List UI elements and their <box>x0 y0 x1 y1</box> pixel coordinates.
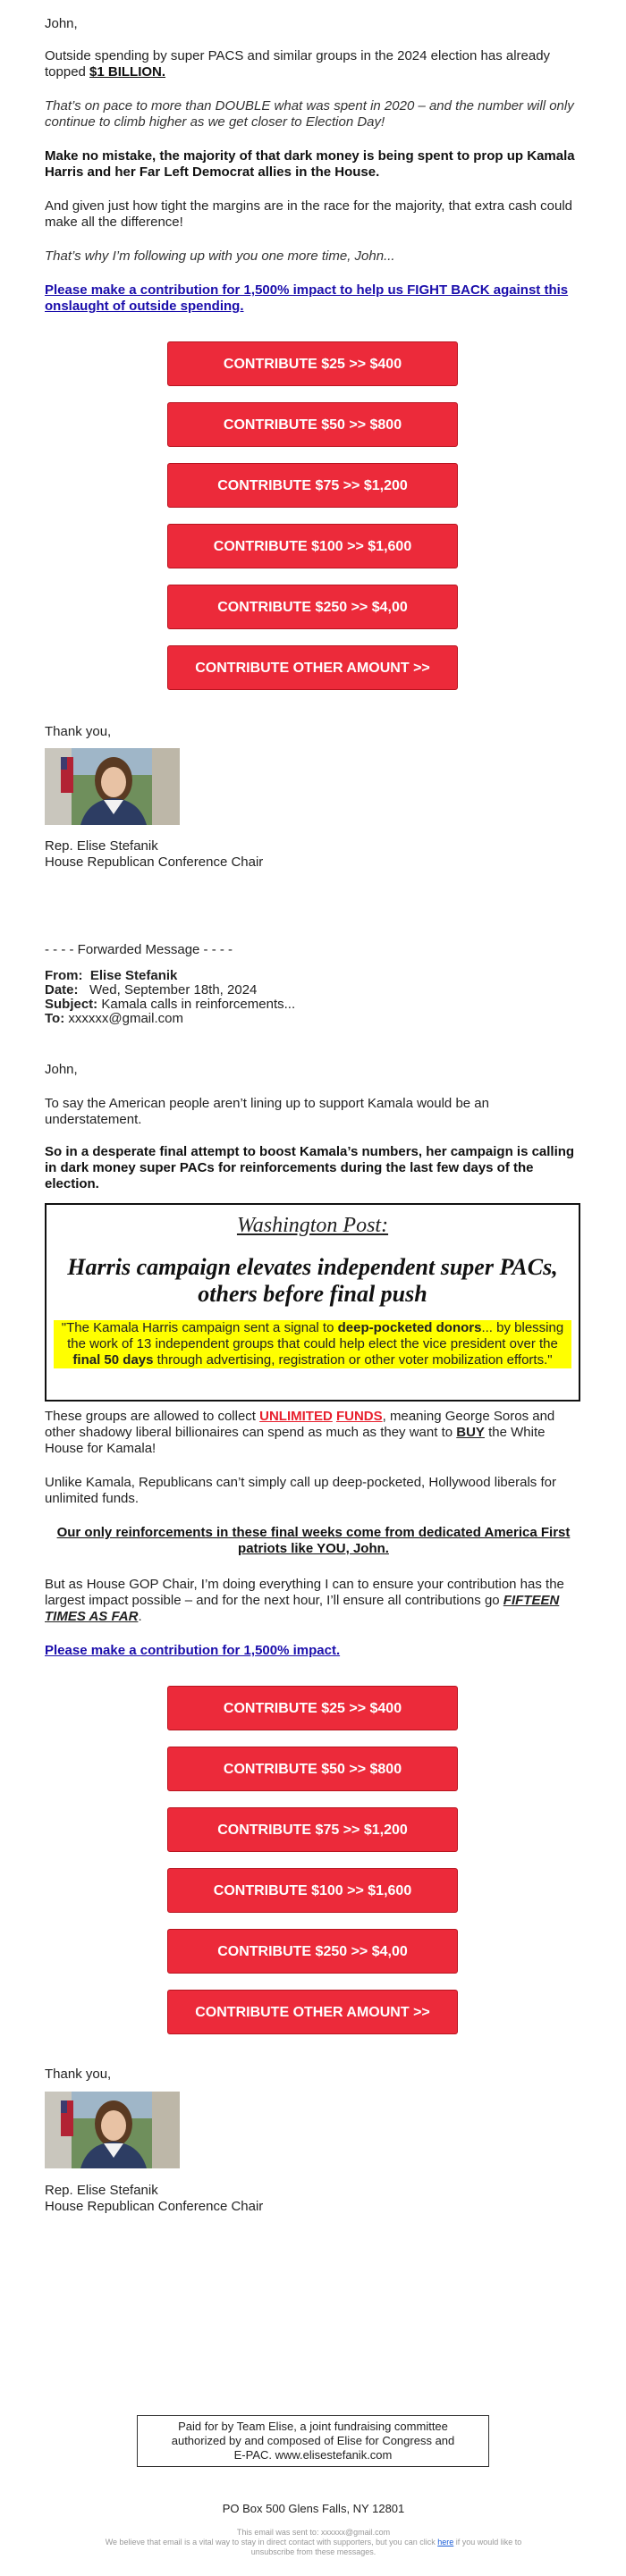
paragraph-understatement: To say the American people aren’t lining up to support Kamala would be an understatement. <box>45 1096 489 1127</box>
contribute-25-button-2[interactable]: CONTRIBUTE $25 >> $400 <box>167 1686 458 1730</box>
contribute-100-button-2[interactable]: CONTRIBUTE $100 >> $1,600 <box>167 1868 458 1913</box>
greeting-2: John, <box>45 1062 78 1077</box>
q3-part-a: These groups are allowed to collect <box>45 1409 260 1424</box>
buy-word: BUY <box>456 1425 485 1440</box>
quote-part-e: through advertising, registration or other voter mobilization efforts." <box>153 1352 553 1368</box>
contribute-other-button-2[interactable]: CONTRIBUTE OTHER AMOUNT >> <box>167 1990 458 2034</box>
footer-sent-to: This email was sent to: xxxxxx@gmail.com <box>236 2528 391 2537</box>
subject-label: Subject: <box>45 997 98 1012</box>
contribute-250-button-2[interactable]: CONTRIBUTE $250 >> $4,00 <box>167 1929 458 1974</box>
from-value: Elise Stefanik <box>89 968 178 983</box>
thank-you: Thank you, <box>45 724 112 739</box>
unsubscribe-link[interactable]: here <box>437 2538 454 2547</box>
contribute-50-button-2[interactable]: CONTRIBUTE $50 >> $800 <box>167 1747 458 1791</box>
to-label: To: <box>45 1011 65 1026</box>
footer-address: PO Box 500 Glens Falls, NY 12801 <box>222 2502 405 2515</box>
quote-part-b: deep-pocketed donors <box>337 1320 482 1335</box>
article-quote-box <box>45 1203 580 1402</box>
signer-title-2: House Republican Conference Chair <box>45 2199 264 2214</box>
signer-name-2: Rep. Elise Stefanik <box>45 2183 158 2198</box>
unsub-text-a: We believe that email is a vital way to stay in direct contact with supporters, but you can click <box>105 2538 438 2547</box>
paragraph-dark-money: Make no mistake, the majority of that dark money is being spent to prop up Kamala Harris and her Far Left Democrat allies in the House. <box>45 148 575 180</box>
fifteen-times-text: FIFTEEN TIMES AS FAR <box>45 1593 560 1624</box>
date-line <box>45 983 582 998</box>
paragraph-follow-up: That’s why I’m following up with you one more time, John... <box>45 248 395 264</box>
cta-paragraph-1 <box>45 282 582 315</box>
portrait-image <box>45 748 180 825</box>
paragraph-unlimited-funds <box>45 1409 582 1457</box>
to-line <box>45 1012 582 1026</box>
from-line <box>45 969 582 983</box>
thank-you-2: Thank you, <box>45 2067 112 2082</box>
q6-part-a: But as House GOP Chair, I’m doing everything I can to ensure your contribution has the largest impact possible – and for the next hour, I’ll ensure all contributions go <box>45 1577 564 1608</box>
article-quote <box>54 1320 571 1368</box>
article-headline: Harris campaign elevates independent super PACs, others before final push <box>67 1254 558 1307</box>
from-label: From: <box>45 968 83 983</box>
contribute-25-button[interactable]: CONTRIBUTE $25 >> $400 <box>167 341 458 386</box>
cta-paragraph-2 <box>45 1643 582 1659</box>
contribute-75-button-2[interactable]: CONTRIBUTE $75 >> $1,200 <box>167 1807 458 1852</box>
paragraph-unlike-kamala: Unlike Kamala, Republicans can’t simply call up deep-pocketed, Hollywood liberals for unlimited funds. <box>45 1475 556 1506</box>
forwarded-header: - - - - Forwarded Message - - - - <box>45 942 233 957</box>
paragraph-reinforcements-patriots: Our only reinforcements in these final weeks come from dedicated America First patriots like YOU, John. <box>56 1525 571 1556</box>
paid-for-box: Paid for by Team Elise, a joint fundraising committee authorized by and composed of Elise for Congress and E-PAC. www.elisestefanik.com <box>137 2415 489 2467</box>
contribute-other-button[interactable]: CONTRIBUTE OTHER AMOUNT >> <box>167 645 458 690</box>
unlimited-word: UNLIMITED <box>259 1409 333 1424</box>
contribution-link-1[interactable]: Please make a contribution for 1,500% impact to help us FIGHT BACK against this onslaught of outside spending. <box>45 282 569 314</box>
paragraph-fifteen-times <box>45 1577 582 1625</box>
forwarded-meta <box>45 969 582 1026</box>
signer-title: House Republican Conference Chair <box>45 854 264 870</box>
subject-line <box>45 998 582 1012</box>
quote-part-d: final 50 days <box>72 1352 154 1368</box>
signer-name: Rep. Elise Stefanik <box>45 838 158 854</box>
to-value: xxxxxx@gmail.com <box>68 1011 183 1026</box>
quote-part-c: ... by blessing the work of 13 independent groups that could help elect the vice president over the <box>67 1320 564 1351</box>
date-label: Date: <box>45 982 79 998</box>
contribution-link-2[interactable]: Please make a contribution for 1,500% impact. <box>45 1643 341 1658</box>
p1-bold: $1 BILLION. <box>89 64 166 80</box>
paragraph-margins: And given just how tight the margins are in the race for the majority, that extra cash could make all the difference! <box>45 198 573 230</box>
unsub-text-b: if you would like to unsubscribe from these messages. <box>250 2538 522 2556</box>
contribute-50-button[interactable]: CONTRIBUTE $50 >> $800 <box>167 402 458 447</box>
funds-word: FUNDS <box>335 1409 383 1424</box>
q6-part-c: . <box>138 1609 142 1624</box>
contribute-250-button[interactable]: CONTRIBUTE $250 >> $4,00 <box>167 585 458 629</box>
greeting: John, <box>45 16 78 31</box>
article-source: Washington Post: <box>236 1214 389 1237</box>
signer-photo-2 <box>45 2092 180 2168</box>
footer-unsubscribe <box>45 2538 582 2557</box>
p1-text: Outside spending by super PACS and similar groups in the 2024 election has already topped <box>45 48 551 80</box>
subject-value: Kamala calls in reinforcements... <box>101 997 296 1012</box>
date-value: Wed, September 18th, 2024 <box>89 982 258 998</box>
portrait-image-2 <box>45 2092 180 2168</box>
quote-part-a: "The Kamala Harris campaign sent a signal to <box>61 1320 338 1335</box>
q3-part-c: the White House for Kamala! <box>45 1425 546 1456</box>
contribute-100-button[interactable]: CONTRIBUTE $100 >> $1,600 <box>167 524 458 568</box>
signer-photo <box>45 748 180 825</box>
q3-part-b: , meaning George Soros and other shadowy liberal billionaires can spend as much as they want to <box>45 1409 555 1440</box>
paragraph-double: That’s on pace to more than DOUBLE what was spent in 2020 – and the number will only continue to climb higher as we get closer to Election Day! <box>45 98 574 130</box>
paragraph-outside-spending <box>45 48 582 80</box>
paragraph-reinforcements: So in a desperate final attempt to boost Kamala’s numbers, her campaign is calling in dark money super PACs for reinforcements during the last few days of the election. <box>45 1144 575 1191</box>
contribute-75-button[interactable]: CONTRIBUTE $75 >> $1,200 <box>167 463 458 508</box>
